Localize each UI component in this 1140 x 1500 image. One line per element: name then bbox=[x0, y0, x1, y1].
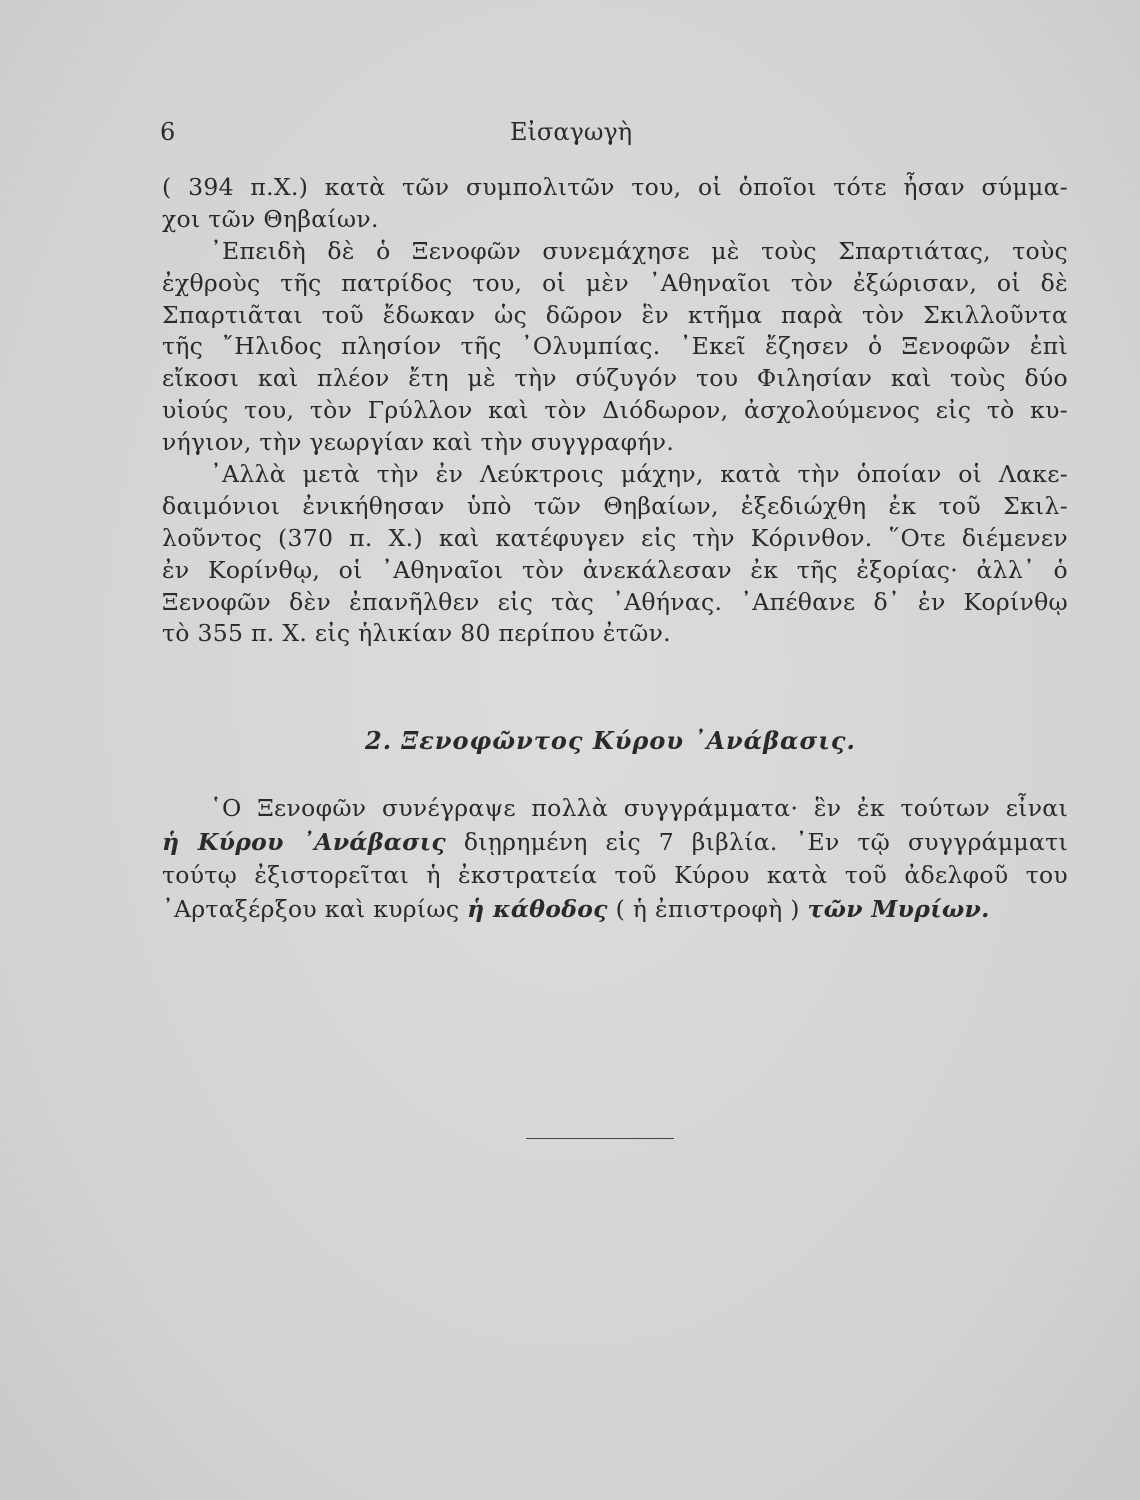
paragraph-3 bbox=[162, 459, 1068, 650]
text-line: τῆς ῎Ηλιδος πλησίον τῆς ᾿Ολυμπίας. ᾿Εκεῖ ἔζησεν ὁ Ξενοφῶν ἐπὶ bbox=[162, 332, 1068, 361]
paragraph-1 bbox=[162, 172, 1068, 236]
body-text bbox=[162, 172, 1068, 650]
bold-phrase: ἡ Κύρου ᾿Ανάβασις bbox=[162, 827, 447, 856]
paragraph-2 bbox=[162, 236, 1068, 459]
text-line: λοῦντος (370 π. Χ.) καὶ κατέφυγεν εἰς τὴν Κόρινθον. ῞Οτε διέμενεν bbox=[162, 523, 1068, 552]
text-run: διῃρημένη εἰς 7 βιβλία. ᾿Εν τῷ συγγράμματι bbox=[446, 827, 1068, 856]
text-run: ( ἡ ἐπιστροφὴ ) bbox=[607, 894, 808, 923]
text-line: υἱούς του, τὸν Γρύλλον καὶ τὸν Διόδωρον, ἀσχολούμενος εἰς τὸ κυ- bbox=[162, 396, 1068, 425]
page-number: 6 bbox=[160, 118, 176, 146]
section-heading: 2. Ξενοφῶντος Κύρου ᾿Ανάβασις. bbox=[365, 726, 856, 755]
text-line: ᾿Αλλὰ μετὰ τὴν ἐν Λεύκτροις μάχην, κατὰ τὴν ὁποίαν οἱ Λακε- bbox=[210, 460, 1068, 489]
text-line: ἐχθροὺς τῆς πατρίδος του, οἱ μὲν ᾿Αθηναῖοι τὸν ἐξώρισαν, οἱ δὲ bbox=[162, 268, 1068, 297]
text-line: δαιμόνιοι ἐνικήθησαν ὑπὸ τῶν Θηβαίων, ἐξεδιώχθη ἐκ τοῦ Σκιλ- bbox=[162, 491, 1068, 520]
text-line: ῾Ο Ξενοφῶν συνέγραψε πολλὰ συγγράμματα· ἓν ἐκ τούτων εἶναι bbox=[210, 794, 1068, 822]
text-line: νήγιον, τὴν γεωργίαν καὶ τὴν συγγραφήν. bbox=[162, 428, 675, 457]
text-run: ᾿Αρταξέρξου καὶ κυρίως bbox=[162, 894, 468, 923]
text-line bbox=[162, 893, 1068, 927]
text-line: χοι τῶν Θηβαίων. bbox=[162, 204, 379, 233]
text-line: τούτῳ ἐξιστορεῖται ἡ ἐκστρατεία τοῦ Κύρου κατὰ τοῦ ἀδελφοῦ του bbox=[162, 861, 1068, 889]
text-line: τὸ 355 π. Χ. εἰς ἡλικίαν 80 περίπου ἐτῶν. bbox=[162, 619, 671, 648]
running-head: Εἰσαγωγὴ bbox=[510, 118, 633, 146]
page-header bbox=[160, 118, 1060, 148]
bold-phrase: τῶν Μυρίων. bbox=[807, 894, 990, 923]
text-line: Σπαρτιᾶται τοῦ ἔδωκαν ὡς δῶρον ἓν κτῆμα παρὰ τὸν Σκιλλοῦντα bbox=[162, 300, 1068, 329]
text-line: εἴκοσι καὶ πλέον ἔτη μὲ τὴν σύζυγόν του Φιλησίαν καὶ τοὺς δύο bbox=[162, 364, 1068, 393]
end-rule-divider bbox=[526, 1138, 674, 1139]
text-line: ἐν Κορίνθῳ, οἱ ᾿Αθηναῖοι τὸν ἀνεκάλεσαν ἐκ τῆς ἐξορίας· ἀλλ᾿ ὁ bbox=[162, 555, 1068, 584]
text-line: Ξενοφῶν δὲν ἐπανῆλθεν εἰς τὰς ᾿Αθήνας. ᾿Απέθανε δ᾿ ἐν Κορίνθῳ bbox=[162, 587, 1068, 616]
text-line: ( 394 π.Χ.) κατὰ τῶν συμπολιτῶν του, οἱ ὁποῖοι τότε ἦσαν σύμμα- bbox=[162, 173, 1068, 201]
text-line bbox=[162, 826, 1068, 860]
text-line: ᾿Επειδὴ δὲ ὁ Ξενοφῶν συνεμάχησε μὲ τοὺς Σπαρτιάτας, τοὺς bbox=[210, 236, 1068, 265]
bold-phrase: ἡ κάθοδος bbox=[467, 894, 608, 923]
section-2-text bbox=[162, 792, 1068, 926]
